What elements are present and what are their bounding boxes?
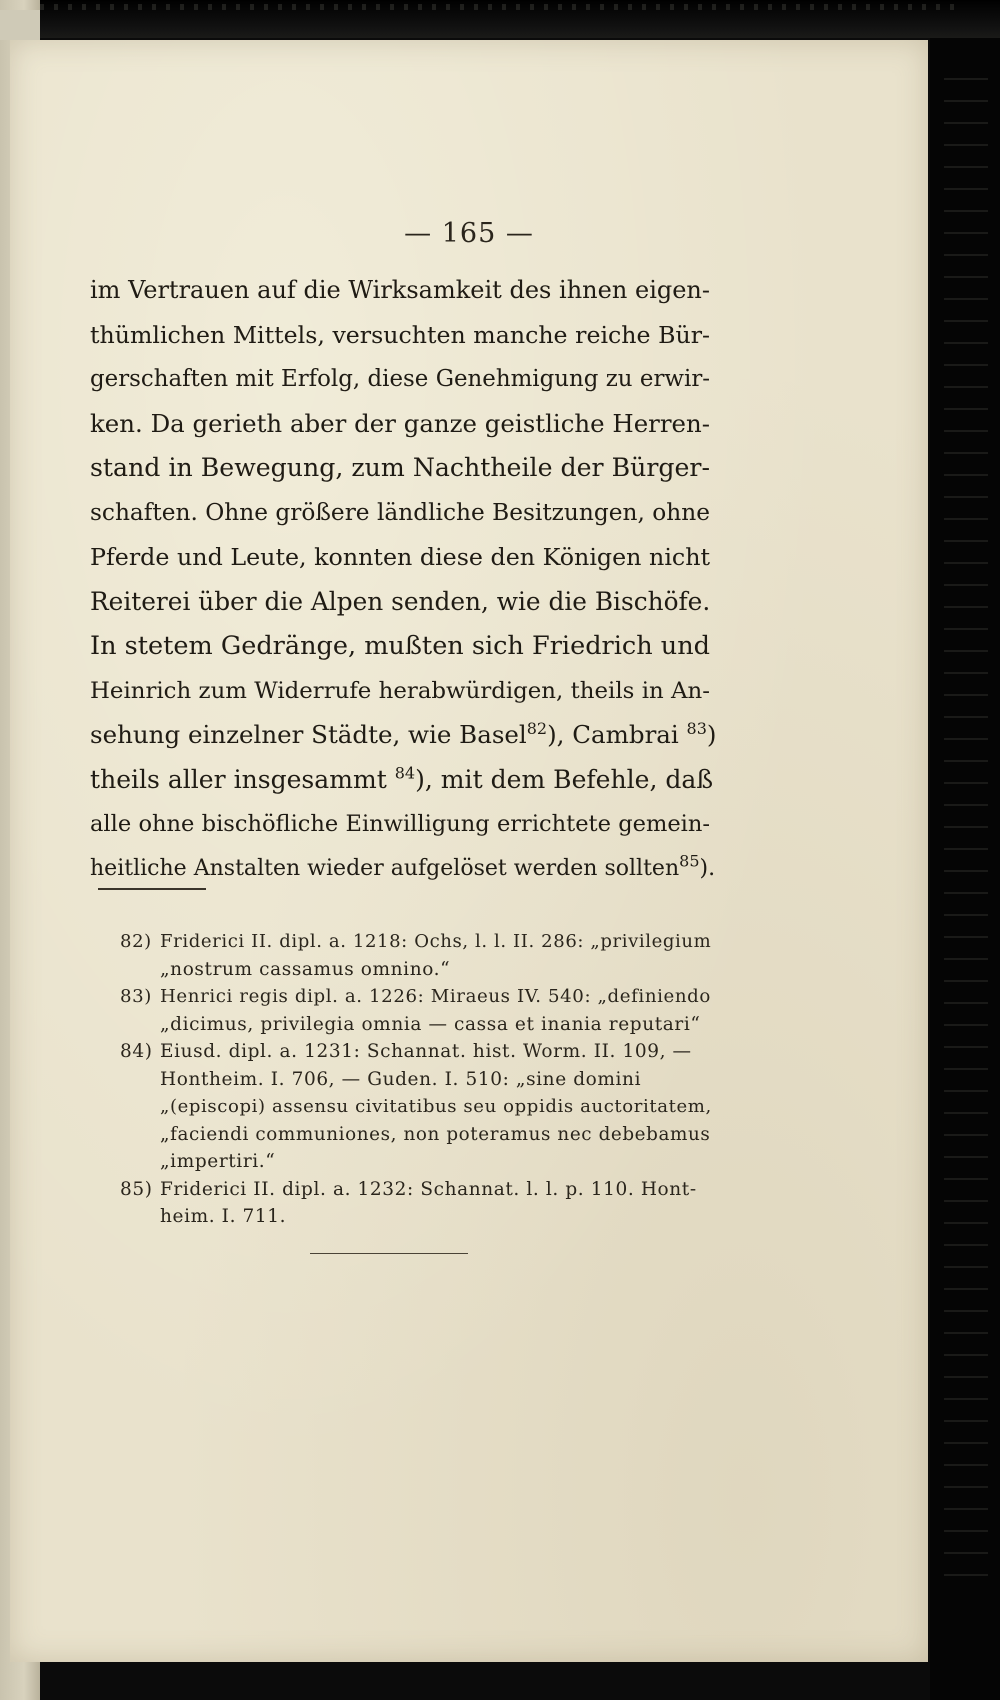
footnote-number: 83) (120, 986, 152, 1007)
body-line (90, 847, 716, 892)
footnote-number: 85) (120, 1178, 153, 1200)
footnote-ref[interactable]: 85 (679, 851, 700, 871)
body-line-text: ) (706, 720, 717, 749)
footnote-82 (120, 928, 710, 983)
book-page (10, 40, 928, 1662)
footnote-text: Friderici II. dipl. a. 1232: Schannat. l. l. p. 110. Hont- (160, 1178, 697, 1200)
footnote-text: Henrici regis dipl. a. 1226: Miraeus IV. 540: „definiendo (160, 986, 711, 1007)
body-line (90, 758, 714, 803)
footnote-text: Friderici II. dipl. a. 1218: Ochs, l. l. II. 286: „privilegium (160, 931, 712, 952)
footnote-divider (98, 888, 206, 890)
footnote-line: „faciendi communiones, non poteramus nec debebamus (160, 1123, 711, 1145)
footnote-84 (120, 1038, 710, 1176)
body-line: In stetem Gedränge, mußten sich Friedrich und (90, 631, 710, 661)
body-line: gerschaften mit Erfolg, diese Genehmigung zu erwir- (90, 366, 710, 392)
body-line: alle ohne bischöfliche Einwilligung errichtete gemein- (90, 811, 710, 837)
body-line-text: ), Cambrai (547, 720, 687, 749)
footnote-ref[interactable]: 83 (686, 718, 707, 738)
body-line: Reiterei über die Alpen senden, wie die Bischöfe. (90, 586, 711, 616)
footnote-line: „(episcopi) assensu civitatibus seu oppidis auctoritatem, (160, 1096, 712, 1117)
body-line-text: theils aller insgesammt (90, 764, 387, 794)
body-line-text: ). (699, 855, 716, 881)
footnote-line: heim. I. 711. (160, 1206, 287, 1227)
body-line-text: ), mit dem Befehle, daß (415, 764, 714, 794)
footnote-ref[interactable]: 84 (394, 763, 416, 783)
body-line: ken. Da gerieth aber der ganze geistliche Herren- (90, 408, 710, 438)
footnote-line (120, 1176, 710, 1204)
footnote-number: 82) (120, 931, 152, 952)
scan-right-edge (930, 38, 1000, 1700)
footnote-line (120, 1038, 710, 1066)
body-line: Heinrich zum Widerrufe herabwürdigen, theils in An- (90, 677, 710, 704)
footnote-line: „dicimus, privilegia omnia — cassa et inania reputari“ (160, 1013, 701, 1035)
body-line: schaften. Ohne größere ländliche Besitzungen, ohne (90, 498, 710, 526)
footnote-line (120, 983, 710, 1011)
footnotes (120, 928, 710, 1231)
footnote-number: 84) (120, 1041, 153, 1062)
footnote-line: „nostrum cassamus omnino.“ (160, 958, 451, 980)
footnote-83 (120, 983, 710, 1038)
end-divider (310, 1253, 468, 1254)
scan-top-edge (0, 0, 1000, 38)
body-line: thümlichen Mittels, versuchten manche reiche Bür- (90, 320, 710, 349)
footnote-line (120, 928, 710, 956)
body-line-text: heitliche Anstalten wieder aufgelöset werden sollten (90, 855, 680, 881)
body-line (90, 713, 717, 758)
body-line-text: sehung einzelner Städte, wie Basel (90, 720, 527, 749)
footnote-text: Eiusd. dipl. a. 1231: Schannat. hist. Worm. II. 109, — (160, 1041, 692, 1062)
body-text (90, 268, 717, 891)
page-number-header: — 165 — (404, 218, 534, 249)
footnote-line: „impertiri.“ (160, 1151, 276, 1172)
footnote-85 (120, 1176, 710, 1231)
footnote-ref[interactable]: 82 (526, 718, 548, 738)
footnote-line: Hontheim. I. 706, — Guden. I. 510: „sine domini (160, 1068, 642, 1090)
body-line: Pferde und Leute, konnten diese den Königen nicht (90, 543, 711, 571)
body-line: stand in Bewegung, zum Nachtheile der Bürger- (90, 453, 710, 482)
body-line: im Vertrauen auf die Wirksamkeit des ihnen eigen- (90, 276, 710, 304)
